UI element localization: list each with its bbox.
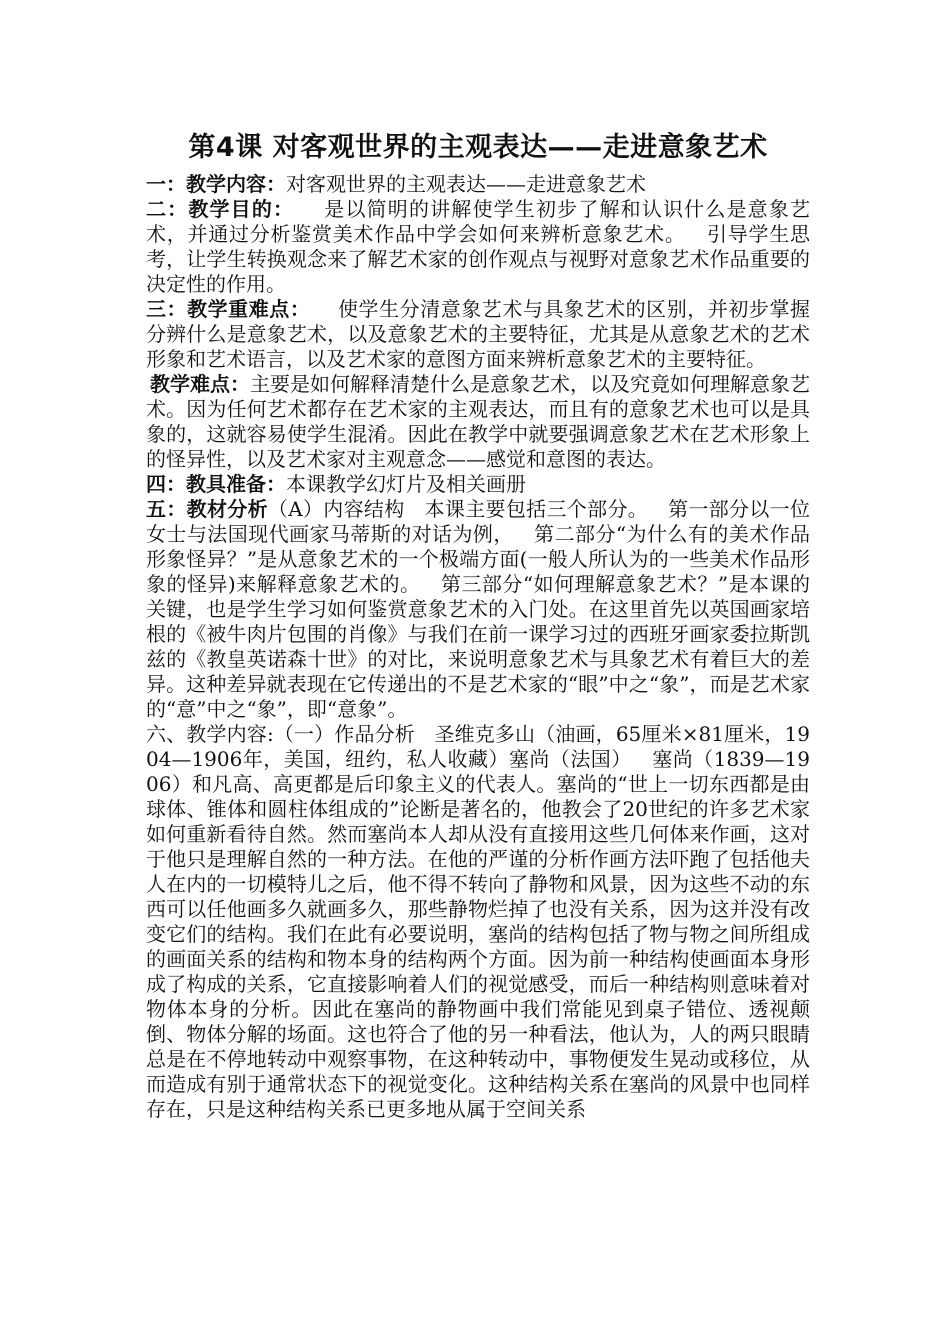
section-text: 本课教学幻灯片及相关画册 — [286, 472, 526, 496]
section-label: 一：教学内容： — [146, 172, 286, 196]
section-teaching-content — [146, 172, 810, 197]
section-label: 教学难点： — [150, 372, 250, 396]
section-key-points — [146, 297, 810, 372]
section-teaching-purpose — [146, 197, 810, 297]
section-teaching-aids — [146, 472, 810, 497]
section-text: :（一）作品分析 圣维克多山（油画，65厘米×81厘米，1904—1906年，美国，纽约，私人收藏）塞尚（法国） 塞尚（1839—1906）和凡高、高更都是后印象主义的代表人。塞尚的“世上一切东西都是由球体、锥体和圆柱体组成的”论断是著名的，他教会了20世纪的许多艺术家如何重新看待自然。然而塞尚本人却从没有直接用这些几何体来作画，这对于他只是理解自然的一种方法。在他的严谨的分析作画方法吓跑了包括他夫人在内的一切模特儿之后，他不得不转向了静物和风景，因为这些不动的东西可以任他画多久就画多久，那些静物烂掉了也没有关系，因为这并没有改变它们的结构。我们在此有必要说明，塞尚的结构包括了物与物之间所组成的画面关系的结构和物本身的结构两个方面。因为前一种结构使画面本身形成了构成的关系，它直接影响着人们的视觉感受，而后一种结构则意味着对物体本身的分析。因此在塞尚的静物画中我们常能见到桌子错位、透视颠倒、物体分解的场面。这也符合了他的另一种看法，他认为，人的两只眼睛总是在不停地转动中观察事物，在这种转动中，事物便发生晃动或移位，从而造成有别于通常状态下的视觉变化。这种结构关系在塞尚的风景中也同样存在，只是这种结构关系已更多地从属于空间关系 — [146, 722, 811, 1121]
section-text: 是以简明的讲解使学生初步了解和认识什么是意象艺术，并通过分析鉴赏美术作品中学会如何来辨析意象艺术。 引导学生思考，让学生转换观念来了解艺术家的创作观点与视野对意象艺术作品重要的决定性的作用。 — [146, 197, 810, 296]
section-text: 使学生分清意象艺术与具象艺术的区别，并初步掌握分辨什么是意象艺术，以及意象艺术的主要特征，尤其是从意象艺术的艺术形象和艺术语言，以及艺术家的意图方面来辨析意象艺术的主要特征。 — [146, 297, 810, 371]
section-label: 六、教学内容 — [146, 722, 267, 746]
section-difficulties — [146, 372, 810, 472]
section-text: （A）内容结构 本课主要包括三个部分。 第一部分以一位女士与法国现代画家马蒂斯的对话为例， 第二部分“为什么有的美术作品形象怪异？”是从意象艺术的一个极端方面(一般人所认为的一些美术作品形象的怪异)来解释意象艺术的。 第三部分“如何理解意象艺术？”是本课的关键，也是学生学习如何鉴赏意象艺术的入门处。在这里首先以英国画家培根的《被牛肉片包围的肖像》与我们在前一课学习过的西班牙画家委拉斯凯兹的《教皇英诺森十世》的对比，来说明意象艺术与具象艺术有着巨大的差异。这种差异就表现在它传递出的不是艺术家的“眼”中之“象”，而是艺术家的“意”中之“象”，即“意象”。 — [146, 497, 810, 721]
document-title: 第4课 对客观世界的主观表达——走进意象艺术 — [188, 132, 768, 163]
section-label: 二：教学目的： — [146, 197, 295, 221]
section-label: 三：教学重难点： — [146, 297, 311, 321]
section-label: 五：教材分析 — [146, 497, 268, 521]
section-text: 对客观世界的主观表达——走进意象艺术 — [286, 172, 646, 196]
section-teaching-content-detail — [146, 722, 810, 1122]
section-text: 主要是如何解释清楚什么是意象艺术，以及究竟如何理解意象艺术。因为任何艺术都存在艺术家的主观表达，而且有的意象艺术也可以是具象的，这就容易使学生混淆。因此在教学中就要强调意象艺术在艺术形象上的怪异性，以及艺术家对主观意念——感觉和意图的表达。 — [146, 372, 810, 471]
section-material-analysis — [146, 497, 810, 722]
document-page — [146, 128, 810, 1122]
section-label: 四：教具准备： — [146, 472, 286, 496]
